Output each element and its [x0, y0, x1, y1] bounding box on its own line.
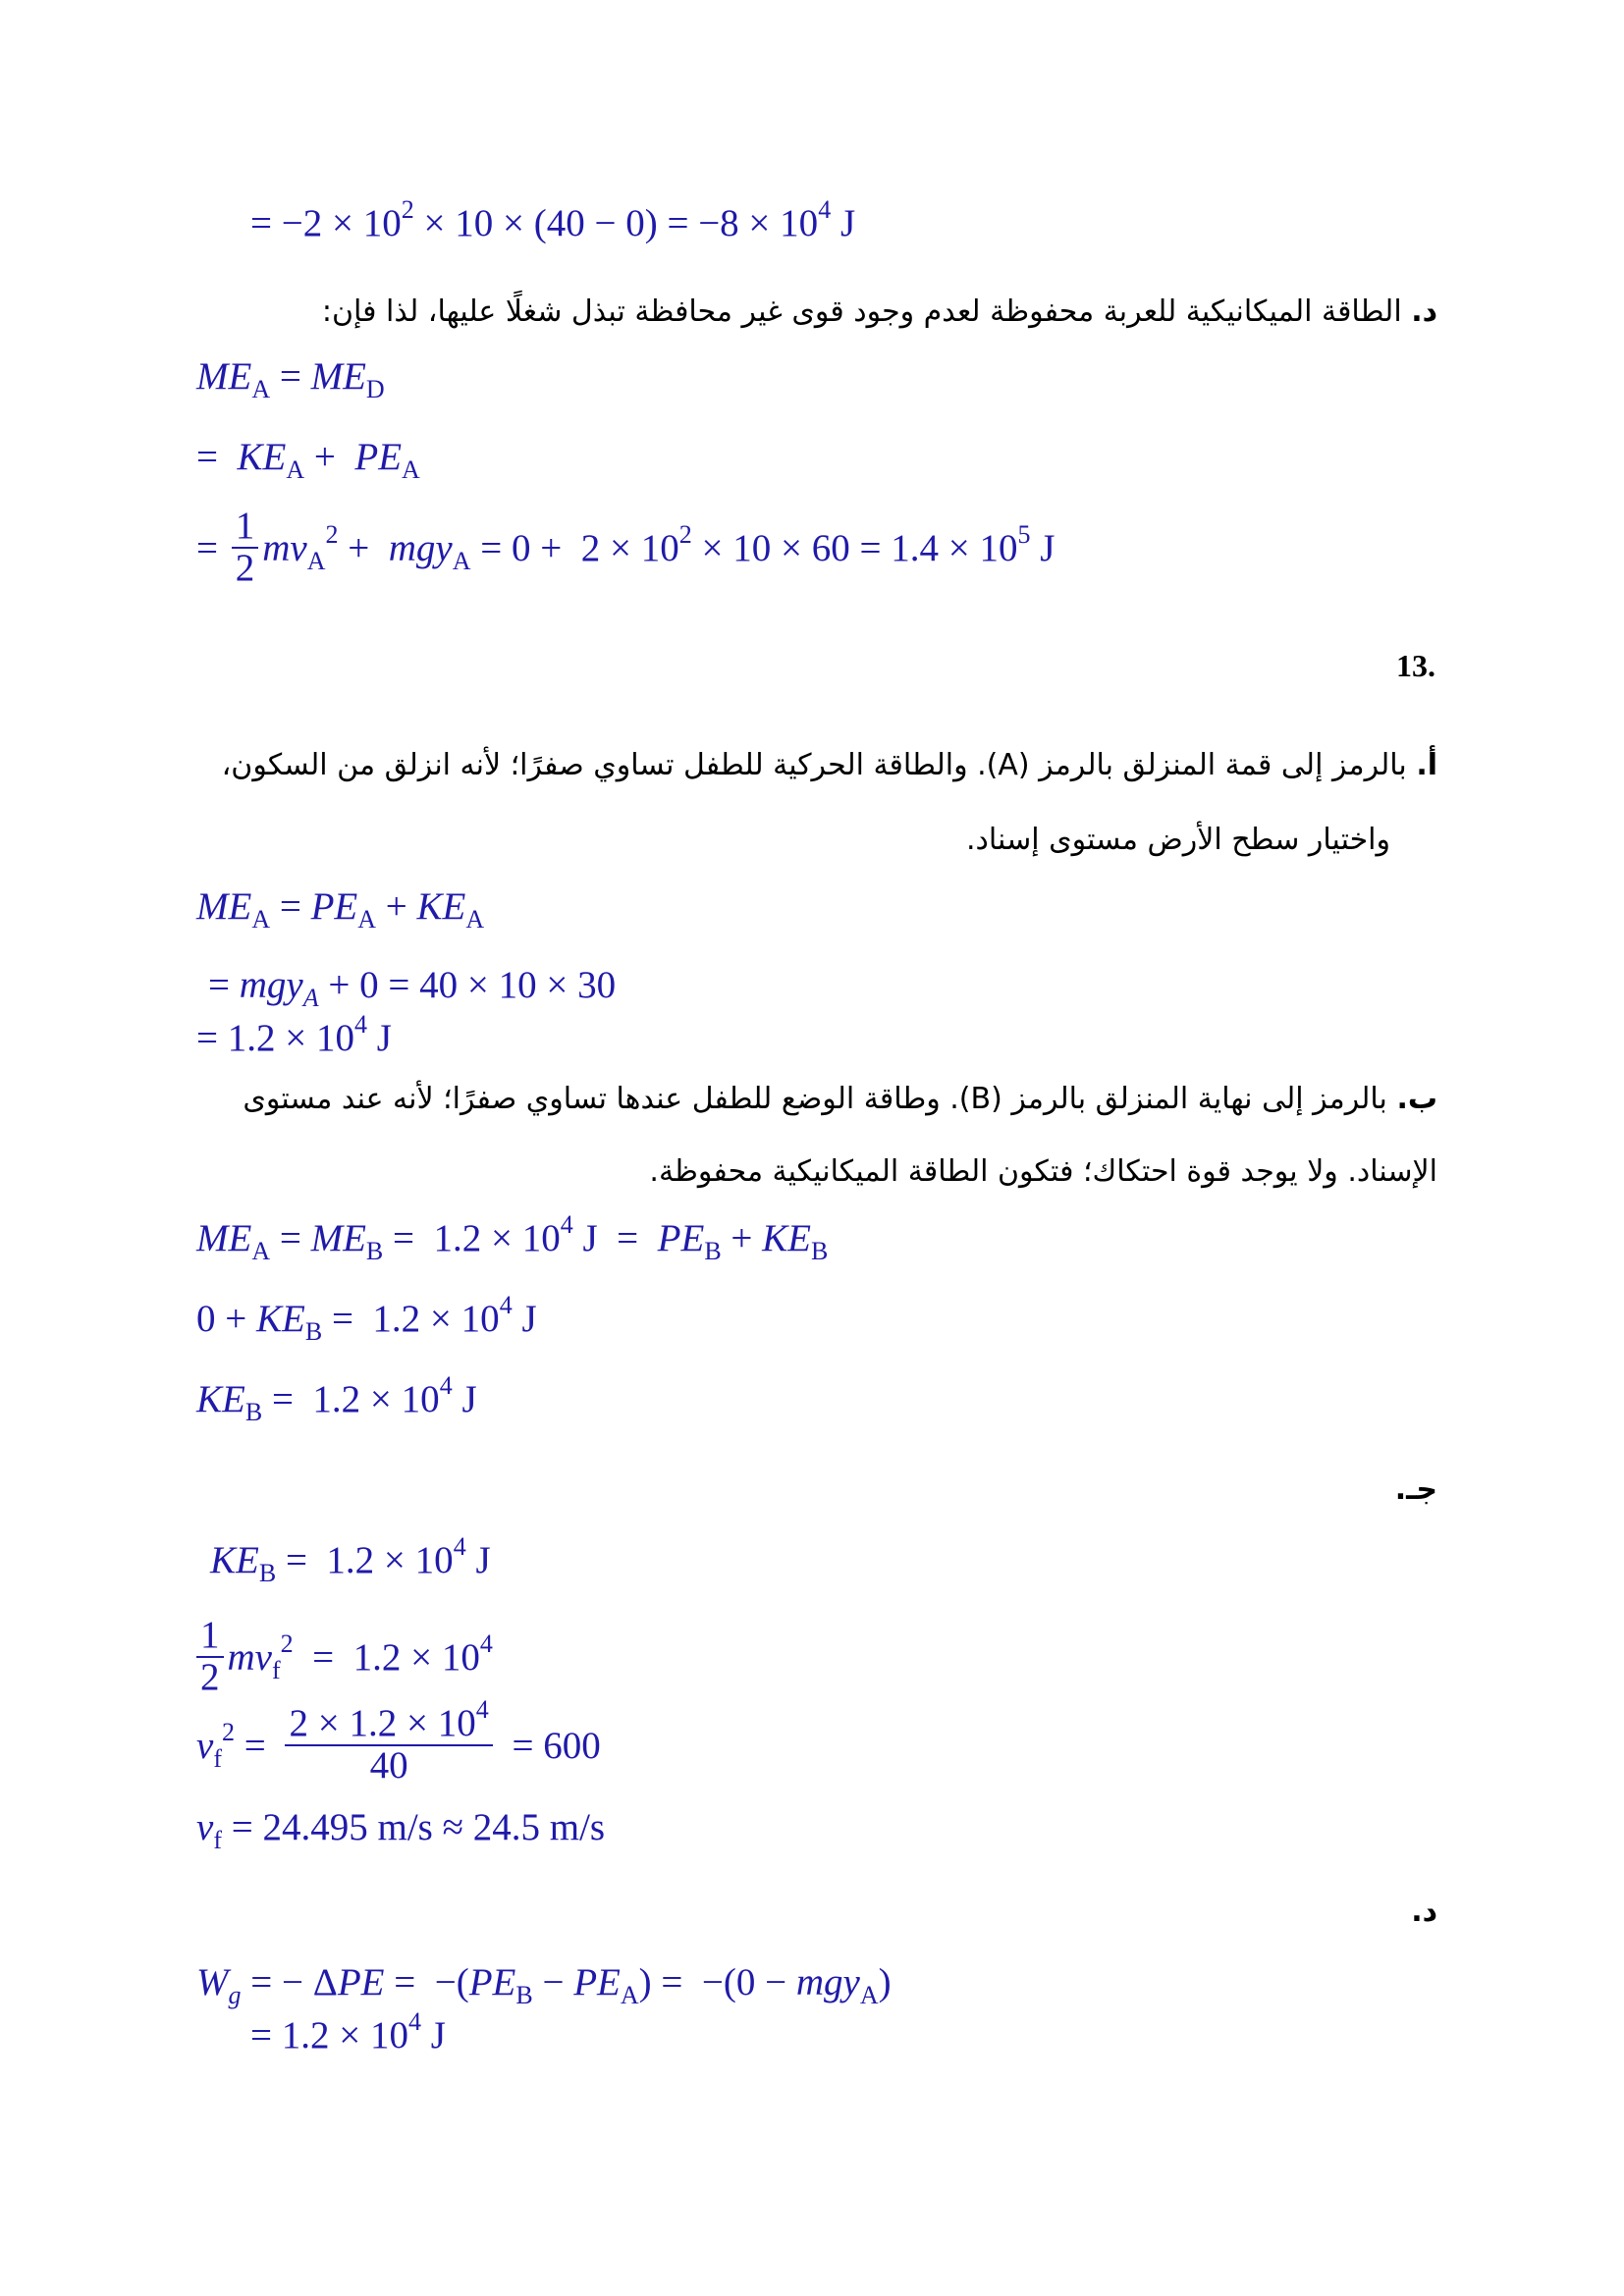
part-c-marker: جـ. — [1394, 1472, 1437, 1507]
equation-vf-result: $v_f = 24.495$ m/s ≈ 24.5 m/s — [196, 1806, 606, 1854]
part-marker: د. — [1411, 294, 1437, 329]
equation-ke-b-step: $0 + KE_B = 1.2 \times 10^4$ J — [196, 1291, 537, 1346]
equation-me-a-equals-me-d: $ME_A = ME_D$ — [196, 355, 385, 403]
question-number: 13. — [1396, 648, 1435, 683]
equation-half-mv-squared: $\frac{1}{2}$ $mv_f^2 = 1.2 \times 10^4$ — [196, 1620, 493, 1702]
fraction-one-half: $\frac{1}{2}$ — [232, 507, 259, 589]
equation-me-b-conservation: $ME_A = ME_B = 1.2 \times 10^4$ $J = PE_B + KE_B$ — [196, 1210, 829, 1265]
equation-ke-plus-pe: = $KE_A + PE_A$ — [196, 436, 420, 484]
paragraph-part-b-line1 — [243, 1082, 1437, 1117]
paragraph-part-b-line2: الإسناد. ولا يوجد قوة احتكاك؛ فتكون الطاقة الميكانيكية محفوظة. — [649, 1154, 1437, 1189]
paragraph-part-a-line1 — [222, 748, 1437, 783]
paragraph-text: الطاقة الميكانيكية للعربة محفوظة لعدم وجود قوى غير محافظة تبذل شغلًا عليها، لذا فإن: — [321, 294, 1402, 329]
equation-work-gravity: $W_g$ = − $\Delta PE = -(PE_B - PE_A) = -(0 - mgy_A)$ — [196, 1961, 892, 2009]
fraction-one-half: $\frac{1}{2}$ — [196, 1616, 224, 1698]
paragraph-part-a-line2: واختيار سطح الأرض مستوى إسناد. — [966, 823, 1390, 857]
paragraph-text: بالرمز إلى نهاية المنزلق بالرمز (B). وطاقة الوضع للطفل عندها تساوي صفرًا؛ لأنه عند مستوى — [243, 1082, 1387, 1116]
part-marker: ب. — [1396, 1082, 1437, 1116]
equation-me-a-value: = $\frac{1}{2}$ $mv_A^2 + mgy_A = 0 + 2 \times 10^2 \times 10 \times 60 = 1.4 \times 10^5$ J — [196, 505, 1056, 589]
part-marker: أ. — [1416, 748, 1437, 782]
paragraph-prev-part-d — [322, 294, 1437, 330]
equation-me-a-def: $ME_A = PE_A + KE_A$ — [196, 885, 485, 934]
part-d-marker: د. — [1411, 1895, 1437, 1929]
equation-ke-b-result: $KE_B = 1.2 \times 10^4$ J — [196, 1371, 477, 1426]
equation-work-gravity-result: = $1.2 \times 10^4$ J — [250, 2007, 446, 2056]
equation-me-a-result: = $1.2 \times 10^4$ J — [196, 1010, 392, 1059]
fraction-vf-squared: $\frac{2 \times 1.2 \times 10^4}{40}$ — [285, 1704, 492, 1787]
equation-work-result: = $-2 \times 10^2 \times 10 \times (40 - 0) = -8 \times 10^4$ J — [250, 195, 856, 244]
equation-vf-squared: $v_f^2$ = $\frac{2 \times 1.2 \times 10^4}{40}$ = 600 — [196, 1695, 601, 1787]
equation-me-a-calc: = mgy$_A$ + 0 = 40 × 10 × 30 — [208, 964, 617, 1012]
equation-ke-b-given: $KE_B = 1.2 \times 10^4$ J — [210, 1532, 491, 1587]
paragraph-text: بالرمز إلى قمة المنزلق بالرمز (A). والطاقة الحركية للطفل تساوي صفرًا؛ لأنه انزلق من السكون، — [221, 748, 1407, 782]
